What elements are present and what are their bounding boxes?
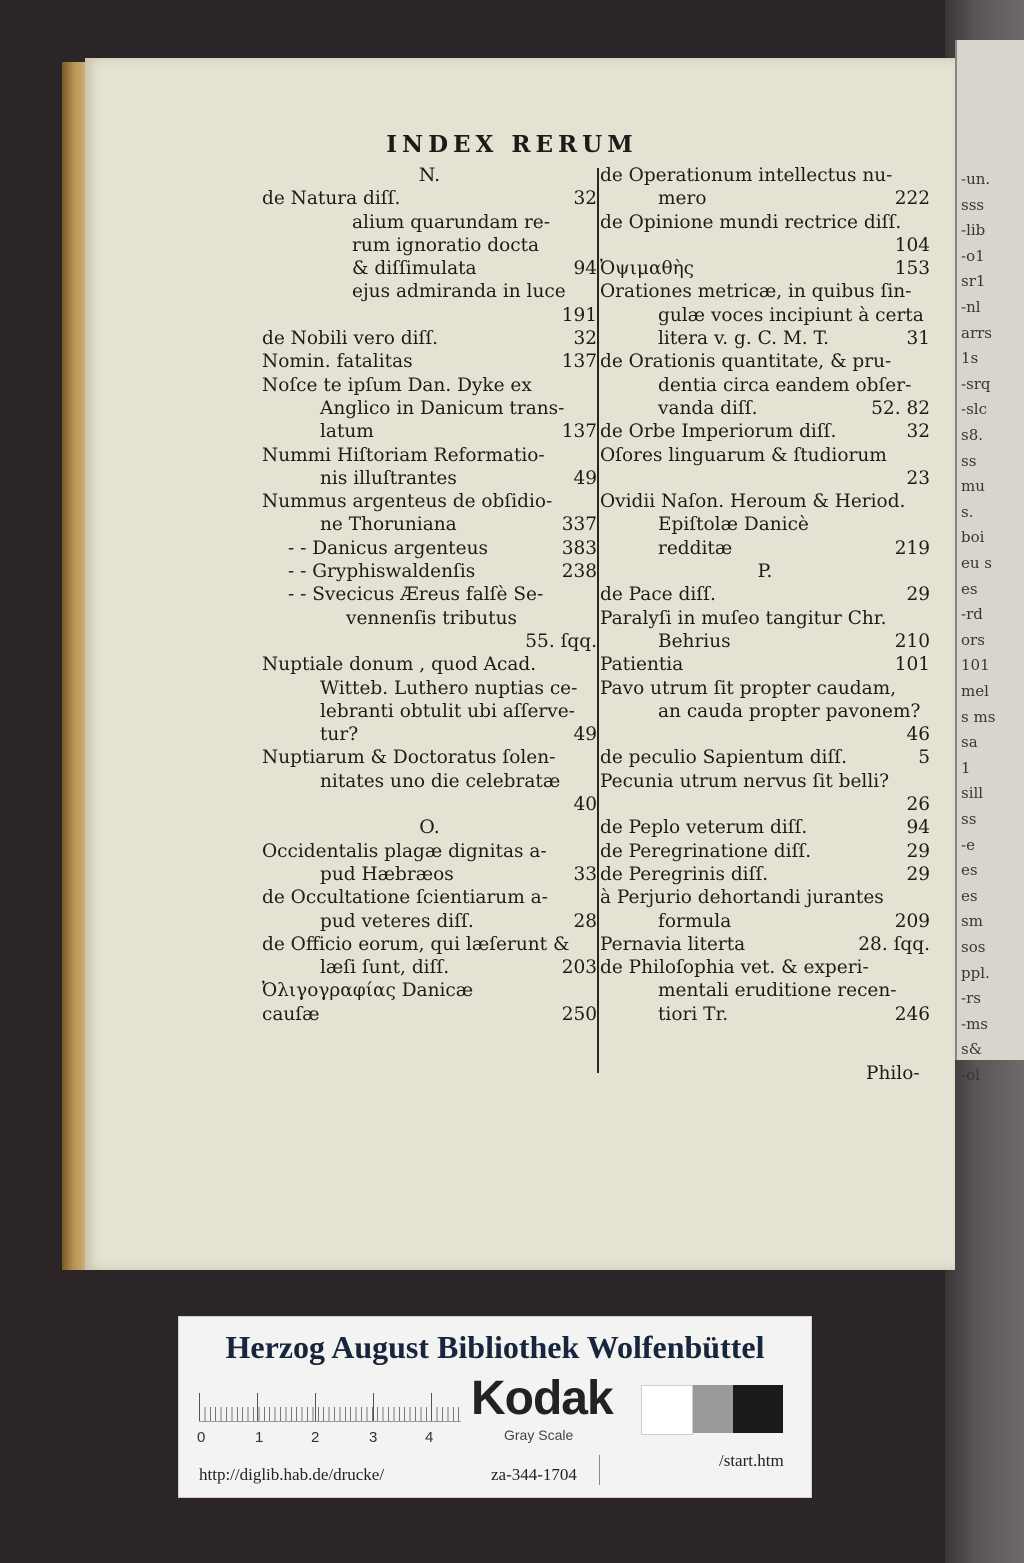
page-number: 40 bbox=[573, 794, 597, 816]
entry-text: de Peplo veterum diſſ. bbox=[600, 817, 808, 839]
neighbor-text-fragment: s8. bbox=[961, 426, 984, 444]
entry-text: mero bbox=[658, 188, 707, 210]
neighbor-text-fragment: -e bbox=[961, 835, 975, 854]
index-entry bbox=[262, 490, 597, 537]
page-number: 28 bbox=[573, 910, 597, 932]
neighbor-text-fragment: s ms bbox=[961, 707, 996, 726]
gray-swatch-mid bbox=[693, 1385, 733, 1433]
index-entry bbox=[262, 350, 597, 373]
index-entry bbox=[600, 211, 930, 234]
entry-text: & diſſimulata bbox=[352, 258, 477, 280]
neighbor-text-fragment: arrs bbox=[961, 323, 992, 342]
neighbor-text-fragment: s. bbox=[961, 502, 974, 521]
index-entry bbox=[600, 886, 930, 933]
page-number: 31 bbox=[906, 328, 930, 350]
entry-text: vanda diſſ. bbox=[658, 397, 758, 419]
gray-scale-label: Gray Scale bbox=[504, 1427, 574, 1443]
page-number: 32 bbox=[573, 328, 597, 350]
index-entry bbox=[262, 583, 597, 630]
entry-text: alium quarundam re- bbox=[352, 211, 550, 233]
index-entry bbox=[600, 444, 930, 467]
page-number: 219 bbox=[894, 537, 930, 559]
page-number: 29 bbox=[906, 584, 930, 606]
entry-text: Noſce te ipſum Dan. Dyke ex bbox=[262, 374, 532, 396]
entry-text: Epiſtolæ Danicè redditæ bbox=[658, 514, 809, 559]
ruler-number: 0 bbox=[197, 1429, 206, 1446]
entry-text: nis illuſtrantes bbox=[320, 467, 457, 489]
entry-text: formula bbox=[658, 910, 732, 932]
index-entry bbox=[262, 979, 597, 1026]
entry-text: Paralyſi in muſeo tangitur Chr. bbox=[600, 607, 887, 629]
index-entry bbox=[600, 863, 930, 886]
entry-text: Patientia bbox=[600, 654, 684, 676]
page-number: 137 bbox=[561, 421, 597, 443]
neighbor-text-fragment: mel bbox=[961, 682, 989, 700]
index-entry bbox=[600, 420, 930, 443]
page-number: 104 bbox=[894, 234, 930, 256]
neighbor-page bbox=[955, 40, 1024, 1084]
index-entry bbox=[600, 816, 930, 839]
page-number: 101 bbox=[894, 654, 930, 676]
entry-text: Nummi Hiſtoriam Reformatio- bbox=[262, 444, 545, 466]
index-entry bbox=[262, 280, 597, 303]
entry-text: ne Thoruniana bbox=[320, 514, 457, 536]
index-entry bbox=[262, 327, 597, 350]
entry-text: de Operationum intellectus nu- bbox=[600, 165, 893, 186]
entry-text: de Orationis quantitate, & pru- bbox=[600, 351, 892, 373]
entry-text: de Pace diſſ. bbox=[600, 584, 716, 606]
page-number: 28. ſqq. bbox=[858, 933, 930, 955]
entry-text: Pernavia literta bbox=[600, 933, 746, 955]
index-entry bbox=[262, 886, 597, 933]
entry-text: Occidentalis plagæ dignitas a- bbox=[262, 840, 547, 862]
entry-text: latum bbox=[320, 421, 374, 443]
index-entry bbox=[600, 956, 930, 1026]
entry-text: tur? bbox=[320, 724, 359, 746]
url-left: http://diglib.hab.de/drucke/ bbox=[199, 1465, 385, 1484]
neighbor-text-fragment: -srq bbox=[961, 374, 991, 393]
entry-text: - - Svecicus Æreus falſè Se- bbox=[288, 584, 544, 606]
neighbor-text-fragment: es bbox=[961, 579, 978, 598]
page-number: 153 bbox=[894, 258, 930, 280]
page-number: 52. 82 bbox=[871, 397, 930, 419]
entry-text: litera v. g. C. M. T. bbox=[658, 328, 830, 350]
entry-text: rum ignoratio docta bbox=[352, 234, 540, 256]
index-entry bbox=[262, 444, 597, 491]
entry-text: mentali eruditione recen- bbox=[658, 980, 897, 1002]
neighbor-text-fragment: 1 bbox=[961, 758, 971, 777]
index-entry bbox=[262, 537, 597, 560]
neighbor-text-fragment: -rd bbox=[961, 605, 983, 624]
page-number: 137 bbox=[561, 351, 597, 373]
page-title: INDEX RERUM bbox=[386, 131, 638, 158]
entry-text: de Officio eorum, qui læſerunt & bbox=[262, 933, 570, 955]
entry-text: de Nobili vero diſſ. bbox=[262, 328, 439, 350]
ruler-number: 3 bbox=[369, 1429, 378, 1446]
neighbor-text-fragment: boi bbox=[961, 528, 985, 547]
index-entry bbox=[600, 280, 930, 350]
entry-text: - - Gryphiswaldenſis bbox=[288, 561, 476, 583]
entry-text: an cauda propter pavonem? bbox=[658, 700, 921, 722]
index-entry bbox=[600, 350, 930, 420]
index-entry bbox=[600, 653, 930, 676]
neighbor-text-fragment: -ol bbox=[961, 1066, 980, 1084]
entry-text: Anglico in Danicum trans- bbox=[320, 397, 565, 419]
neighbor-text-fragment: sss bbox=[961, 195, 985, 214]
entry-text: læſi ſunt, diſſ. bbox=[320, 957, 450, 979]
entry-text: pud veteres diſſ. bbox=[320, 910, 474, 932]
page-number: 32 bbox=[573, 188, 597, 210]
page-number: 94 bbox=[573, 258, 597, 280]
section-letter: N. bbox=[418, 164, 441, 186]
index-entry bbox=[600, 746, 930, 769]
catchword: Philo- bbox=[866, 1063, 920, 1084]
neighbor-text-fragment: s& bbox=[961, 1040, 983, 1059]
page-number: 191 bbox=[561, 304, 597, 326]
scale-ruler bbox=[199, 1379, 461, 1422]
neighbor-text-fragment: sos bbox=[961, 938, 986, 956]
kodak-color-card bbox=[178, 1316, 812, 1498]
entry-text: - - Danicus argenteus bbox=[288, 537, 488, 559]
section-letter: P. bbox=[757, 560, 773, 583]
page-number: 203 bbox=[561, 957, 597, 979]
index-entry bbox=[262, 933, 597, 980]
entry-text: Ὀψιμαθὴς bbox=[600, 258, 695, 280]
neighbor-text-fragment: eu s bbox=[961, 554, 993, 572]
neighbor-text-fragment: sa bbox=[961, 733, 978, 752]
section-letter: O. bbox=[419, 816, 440, 839]
page-number: 46 bbox=[906, 724, 930, 746]
neighbor-text-fragment: -lib bbox=[961, 221, 986, 240]
library-name: Herzog August Bibliothek Wolfenbüttel bbox=[225, 1329, 765, 1365]
index-entry bbox=[600, 770, 930, 793]
neighbor-text-fragment: ss bbox=[961, 810, 977, 828]
entry-text: vennenſis tributus bbox=[346, 607, 518, 629]
page-number: 250 bbox=[561, 1003, 597, 1025]
index-entry bbox=[600, 490, 930, 560]
page-number: 33 bbox=[573, 863, 597, 885]
neighbor-text-fragment: sm bbox=[961, 912, 983, 931]
page-number: 209 bbox=[894, 910, 930, 932]
entry-text: tiori Tr. bbox=[658, 1003, 729, 1025]
entry-text: pud Hæbræos bbox=[320, 863, 454, 885]
ruler-number: 1 bbox=[255, 1429, 264, 1446]
index-entry bbox=[262, 211, 597, 281]
kodak-logo: Kodak bbox=[471, 1372, 613, 1425]
page-number: 337 bbox=[561, 514, 597, 536]
entry-text: dentia circa eandem obſer- bbox=[658, 374, 912, 396]
ruler-number: 2 bbox=[311, 1429, 320, 1446]
entry-text: Oſores linguarum & ſtudiorum bbox=[600, 444, 887, 466]
page-number: 55. ſqq. bbox=[525, 630, 597, 652]
ruler-number: 4 bbox=[425, 1429, 434, 1446]
neighbor-text-fragment: -rs bbox=[961, 989, 981, 1008]
card-separator bbox=[599, 1455, 600, 1485]
url-right: /start.htm bbox=[719, 1451, 784, 1470]
column-divider bbox=[597, 168, 599, 1073]
index-entry bbox=[262, 374, 597, 444]
index-entry bbox=[262, 746, 597, 793]
neighbor-text-fragment: es bbox=[961, 861, 978, 880]
entry-text: nitates uno die celebratæ bbox=[320, 770, 561, 792]
entry-text: de Peregrinatione diſſ. bbox=[600, 840, 812, 862]
entry-text: Ovidii Naſon. Heroum & Heriod. bbox=[600, 491, 906, 513]
entry-text: ejus admiranda in luce bbox=[352, 281, 566, 303]
page-number: 210 bbox=[894, 630, 930, 652]
neighbor-text-fragment: 1s bbox=[961, 349, 979, 368]
page-number: 29 bbox=[906, 863, 930, 885]
gray-swatch-white bbox=[641, 1385, 693, 1435]
index-entry bbox=[262, 560, 597, 583]
index-entry bbox=[262, 187, 597, 210]
index-entry bbox=[262, 840, 597, 887]
page-number: 94 bbox=[906, 817, 930, 839]
index-entry bbox=[600, 840, 930, 863]
entry-text: Nuptiarum & Doctoratus ſolen- bbox=[262, 747, 556, 769]
entry-text: de Peregrinis diſſ. bbox=[600, 863, 769, 885]
page-number: 23 bbox=[906, 467, 930, 489]
entry-text: Nummus argenteus de obſidio- bbox=[262, 491, 553, 513]
entry-text: de Natura diſſ. bbox=[262, 188, 401, 210]
entry-text: Ὀλιγογραφίας Danicæ cauſæ bbox=[262, 980, 474, 1025]
page-number: 49 bbox=[573, 724, 597, 746]
index-entry bbox=[262, 653, 597, 746]
entry-text: Behrius bbox=[658, 630, 731, 652]
entry-text: de peculio Sapientum diſſ. bbox=[600, 747, 848, 769]
index-column-left bbox=[262, 164, 597, 1026]
index-entry bbox=[600, 164, 930, 211]
page-number: 5 bbox=[918, 747, 930, 769]
page-number: 49 bbox=[573, 467, 597, 489]
entry-text: à Perjurio dehortandi jurantes bbox=[600, 887, 884, 909]
entry-text: Witteb. Luthero nuptias ce- bbox=[320, 677, 578, 699]
neighbor-text-fragment: -un. bbox=[961, 170, 991, 188]
neighbor-text-fragment: ppl. bbox=[961, 963, 990, 982]
neighbor-text-fragment: ors bbox=[961, 630, 985, 649]
gray-swatch-black bbox=[733, 1385, 783, 1433]
page-number: 246 bbox=[894, 1003, 930, 1025]
neighbor-text-fragment: -o1 bbox=[961, 246, 985, 265]
shelfmark: za-344-1704 bbox=[491, 1465, 577, 1484]
entry-text: Orationes metricæ, in quibus ſin- bbox=[600, 281, 912, 303]
neighbor-text-fragment: ss bbox=[961, 451, 977, 470]
entry-text: de Orbe Imperiorum diſſ. bbox=[600, 421, 837, 443]
page-number: 383 bbox=[561, 537, 597, 559]
page-number: 29 bbox=[906, 840, 930, 862]
page-number: 222 bbox=[894, 188, 930, 210]
index-entry bbox=[600, 257, 930, 280]
neighbor-text-fragment: -slc bbox=[961, 400, 987, 419]
entry-text: Pecunia utrum nervus ſit belli? bbox=[600, 770, 890, 792]
entry-text: de Opinione mundi rectrice diſſ. bbox=[600, 211, 902, 233]
entry-text: Nuptiale donum , quod Acad. bbox=[262, 654, 537, 676]
entry-text: Pavo utrum ſit propter caudam, bbox=[600, 677, 897, 699]
entry-text: gulæ voces incipiunt à certa bbox=[658, 304, 924, 326]
index-entry bbox=[600, 583, 930, 606]
entry-text: lebranti obtulit ubi aſſerve- bbox=[320, 700, 575, 722]
entry-text: Nomin. fatalitas bbox=[262, 351, 413, 373]
index-entry bbox=[600, 677, 930, 724]
entry-text: de Occultatione ſcientiarum a- bbox=[262, 887, 548, 909]
entry-text: de Philoſophia vet. & experi- bbox=[600, 957, 869, 979]
neighbor-text-fragment: sill bbox=[961, 784, 984, 803]
page-number: 26 bbox=[906, 794, 930, 816]
index-column-right bbox=[600, 164, 930, 1026]
neighbor-text-fragment: mu bbox=[961, 477, 985, 496]
page-number: 238 bbox=[561, 561, 597, 583]
neighbor-text-fragment: 101 bbox=[961, 656, 990, 675]
page-number: 32 bbox=[906, 421, 930, 443]
neighbor-text-fragment: -ms bbox=[961, 1014, 988, 1033]
neighbor-text-fragment: sr1 bbox=[961, 272, 986, 291]
neighbor-text-fragment: -nl bbox=[961, 298, 981, 316]
neighbor-text-fragment: es bbox=[961, 886, 978, 905]
index-entry bbox=[600, 607, 930, 654]
index-entry bbox=[600, 933, 930, 956]
